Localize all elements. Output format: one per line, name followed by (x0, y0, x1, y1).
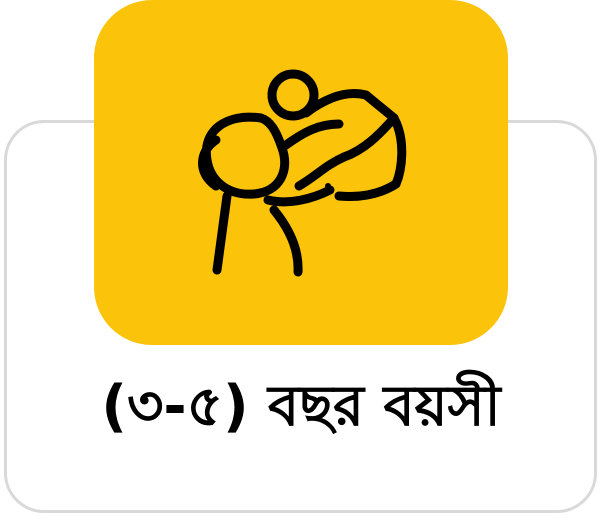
parent-lifting-child-icon (94, 0, 508, 345)
age-label: (৩-৫) বছর বয়সী (101, 374, 501, 439)
icon-tile[interactable] (94, 0, 508, 345)
